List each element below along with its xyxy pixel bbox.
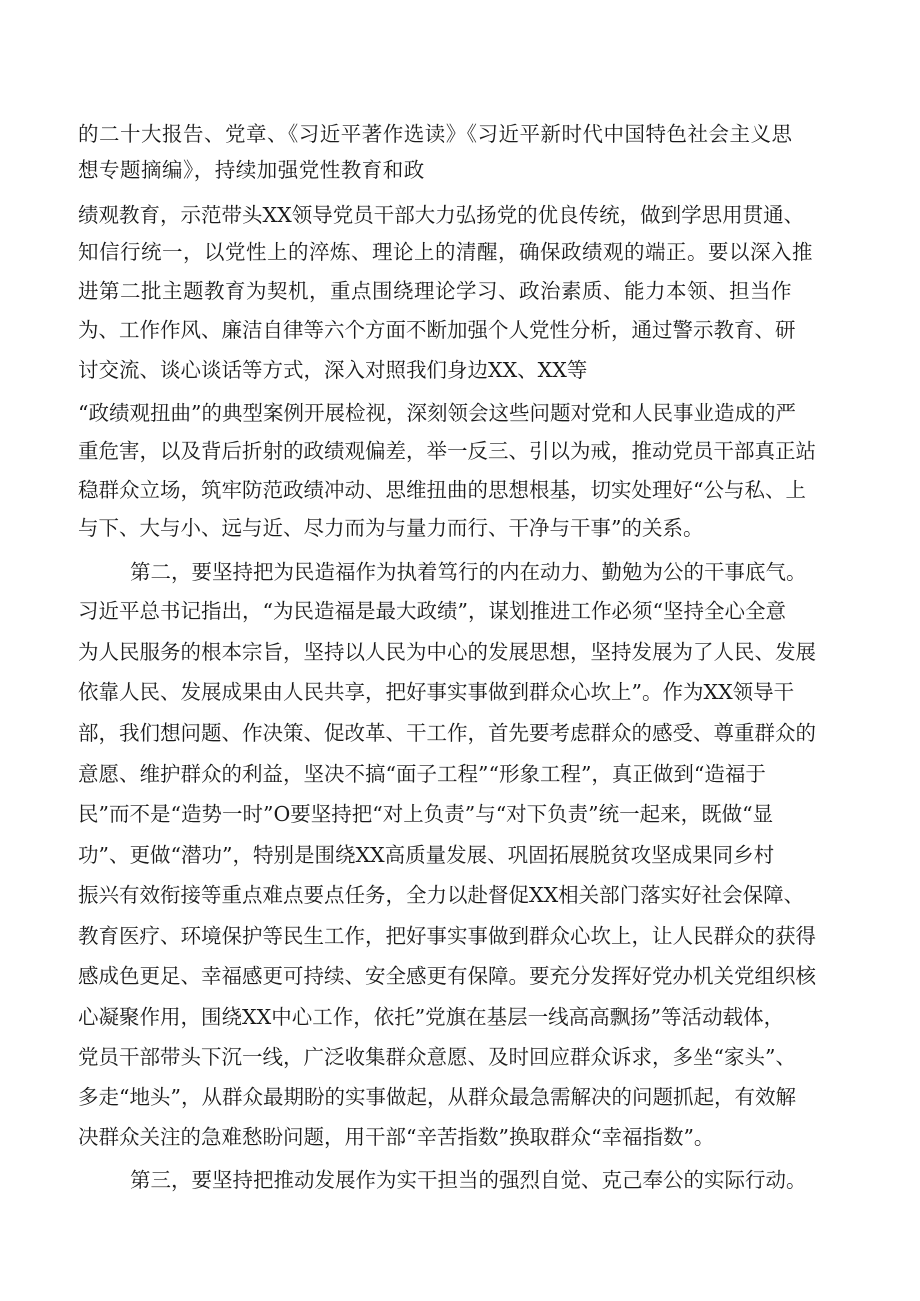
text-line: 稳群众立场，筑牢防范政绩冲动、思维扭曲的思想根基，切实处理好“公与私、上 bbox=[78, 478, 806, 502]
text-line: 讨交流、谈心谈话等方式，深入对照我们身边XX、XX等 bbox=[78, 358, 588, 382]
text-line: 进第二批主题教育为契机，重点围绕理论学习、政治素质、能力本领、担当作 bbox=[78, 279, 792, 303]
text-line: 习近平总书记指出，“为民造福是最大政绩”，谋划推进工作必须“坚持全心全意 bbox=[78, 599, 786, 623]
text-line: “政绩观扭曲”的典型案例开展检视，深刻领会这些问题对党和人民事业造成的严 bbox=[78, 401, 796, 425]
text-line: 与下、大与小、远与近、尽力而为与量力而行、干净与干事”的关系。 bbox=[78, 516, 704, 540]
text-line: 多走“地头”，从群众最期盼的实事做起，从群众最急需解决的问题抓起，有效解 bbox=[78, 1085, 796, 1109]
paragraph-start-line: 第二，要坚持把为民造福作为执着笃行的内在动力、勤勉为公的干事底气。 bbox=[130, 560, 807, 584]
text-line: 知信行统一，以党性上的淬炼、理论上的清醒，确保政绩观的端正。要以深入推 bbox=[78, 240, 813, 264]
text-line: 民”而不是“造势一时”O要坚持把“对上负责”与“对下负责”统一起来，既做“显 bbox=[78, 802, 774, 826]
text-line: 部，我们想问题、作决策、促改革、干工作，首先要考虑群众的感受、尊重群众的 bbox=[78, 721, 816, 745]
text-line: 党员干部带头下沉一线，广泛收集群众意愿、及时回应群众诉求，多坐“家头”、 bbox=[78, 1045, 796, 1069]
text-line: 的二十大报告、党章、《习近平著作选读》《习近平新时代中国特色社会主义思 bbox=[78, 122, 793, 146]
text-line: 想专题摘编》，持续加强党性教育和政 bbox=[78, 158, 425, 182]
text-line: 功”、更做“潜功”，特别是围绕XX高质量发展、巩固拓展脱贫攻坚成果同乡村 bbox=[78, 843, 775, 867]
text-line: 感成色更足、幸福感更可持续、安全感更有保障。要充分发挥好党办机关党组织核 bbox=[78, 964, 816, 988]
text-line: 依靠人民、发展成果由人民共享，把好事实事做到群众心坎上”。作为XX领导干 bbox=[78, 680, 795, 704]
text-line: 为人民服务的根本宗旨，坚持以人民为中心的发展思想，坚持发展为了人民、发展 bbox=[78, 640, 816, 664]
text-line: 教育医疗、环境保护等民生工作，把好事实事做到群众心坎上，让人民群众的获得 bbox=[78, 924, 816, 948]
paragraph-start-line: 第三，要坚持把推动发展作为实干担当的强烈自觉、克己奉公的实际行动。 bbox=[130, 1168, 807, 1192]
text-line: 为、工作作风、廉洁自律等六个方面不断加强个人党性分析，通过警示教育、研 bbox=[78, 318, 796, 342]
text-line: 重危害，以及背后折射的政绩观偏差，举一反三、引以为戒，推动党员干部真正站 bbox=[78, 439, 816, 463]
text-line: 意愿、维护群众的利益，坚决不搞“面子工程”“形象工程”，真正做到“造福于 bbox=[78, 762, 766, 786]
text-line: 振兴有效衔接等重点难点要点任务，全力以赴督促XX相关部门落实好社会保障、 bbox=[78, 883, 805, 907]
text-line: 决群众关注的急难愁盼问题，用干部“辛苦指数”换取群众“幸福指数”。 bbox=[78, 1125, 715, 1149]
text-line: 心凝聚作用，围绕XX中心工作，依托”党旗在基层一线高高飘扬”等活动载体， bbox=[78, 1005, 785, 1029]
text-line: 绩观教育，示范带头XX领导党员干部大力弘扬党的优良传统，做到学思用贯通、 bbox=[78, 203, 805, 227]
